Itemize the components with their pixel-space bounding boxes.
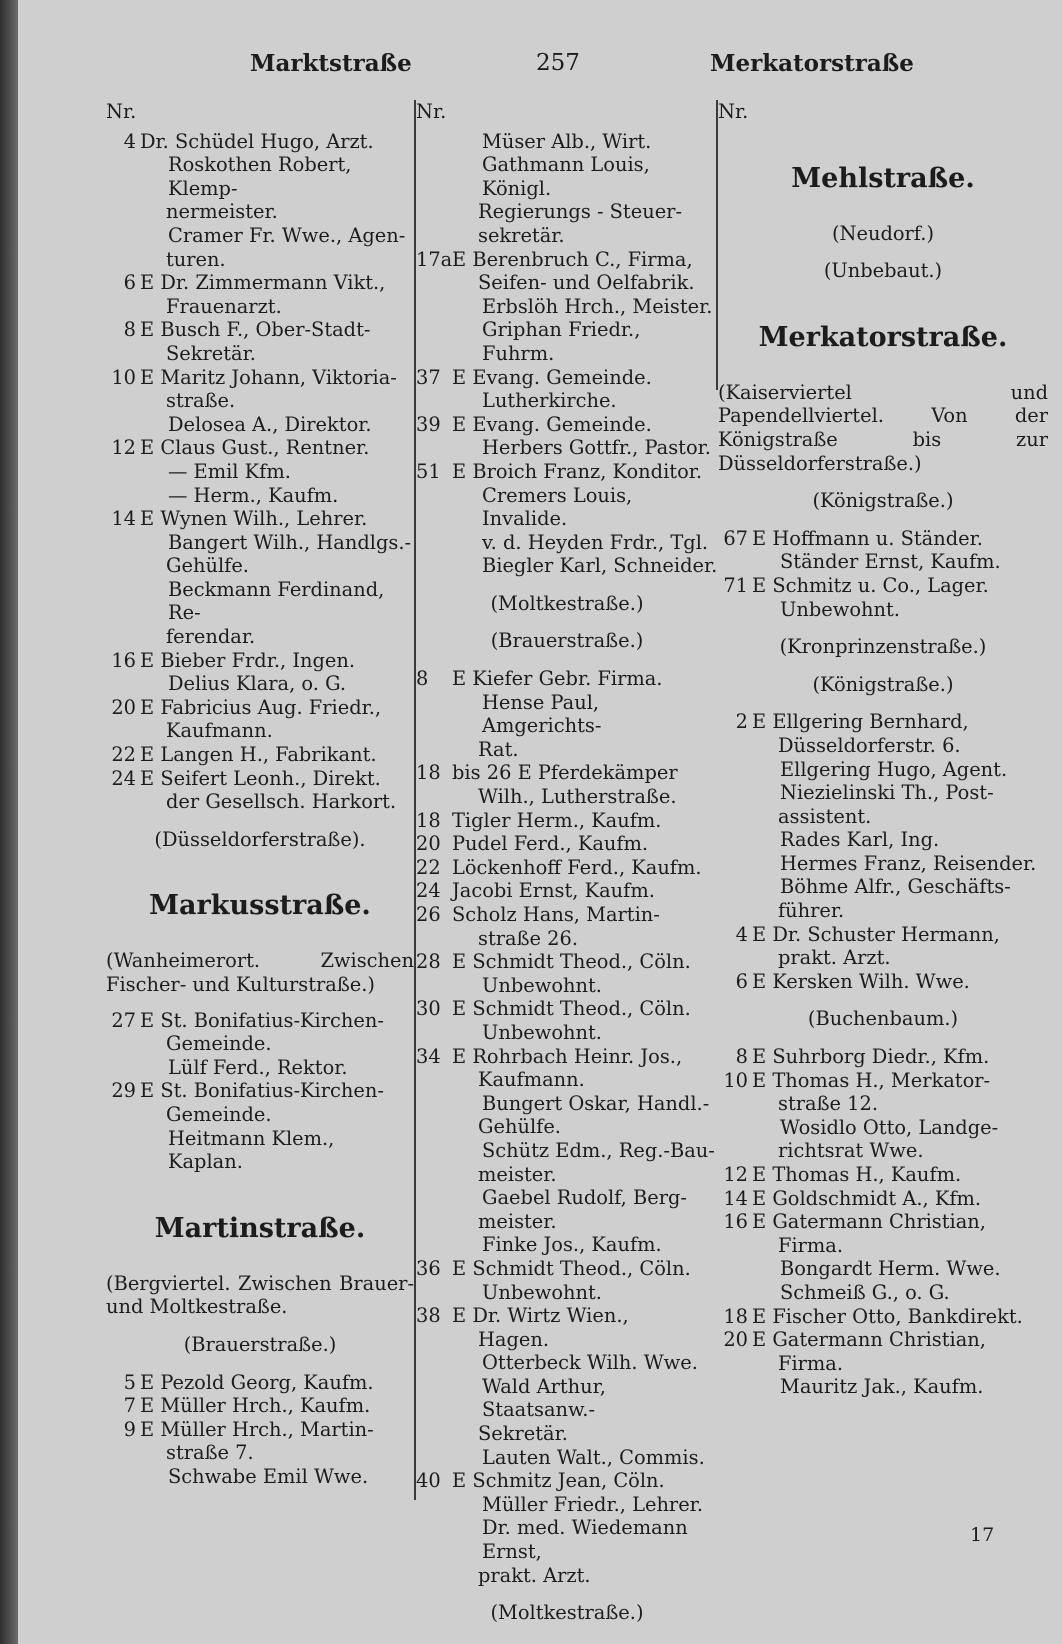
- entry-text: E Müller Hrch., Kaufm.: [140, 1394, 371, 1418]
- continuation-line: Sekretär.: [166, 341, 256, 365]
- street-heading: Merkatorstraße.: [758, 321, 1008, 353]
- cross-street-note: (Königstraße.): [812, 672, 954, 696]
- house-number: 6: [123, 271, 136, 295]
- directory-entry: [718, 1069, 1048, 1093]
- resident-line: Schwabe Emil Wwe.: [168, 1464, 369, 1488]
- house-number: 22: [111, 743, 136, 767]
- resident-line: Ständer Ernst, Kaufm.: [780, 550, 1001, 574]
- continuation-line: Regierungs - Steuer-: [478, 200, 682, 224]
- entry-text: E Gatermann Christian,: [752, 1210, 986, 1234]
- entry-text: Pudel Ferd., Kaufm.: [452, 832, 649, 856]
- directory-entry: [718, 1187, 1048, 1211]
- house-number: 18: [723, 1304, 748, 1328]
- resident-line: Lauten Walt., Commis.: [482, 1445, 705, 1469]
- resident-line: Cramer Fr. Wwe., Agen-: [168, 223, 406, 247]
- resident-line: Wosidlo Otto, Landge-: [780, 1115, 999, 1139]
- resident-line: Niezielinski Th., Post-: [780, 781, 994, 805]
- entry-text: E Busch F., Ober-Stadt-: [140, 318, 371, 342]
- entry-text: E Dr. Zimmermann Vikt.,: [140, 271, 386, 295]
- resident-line: Lutherkirche.: [482, 389, 617, 413]
- entry-text: bis 26 E Pferdekämper: [452, 761, 678, 785]
- continuation-line: straße 12.: [778, 1092, 879, 1116]
- continuation-line: Sekretär.: [478, 1422, 568, 1446]
- resident-line: Herbers Gottfr., Pastor.: [482, 436, 711, 460]
- resident-line: Cremers Louis, Invalide.: [482, 483, 633, 531]
- entry-text: E Claus Gust., Rentner.: [140, 436, 370, 460]
- house-number: 12: [111, 436, 136, 460]
- entry-text: E Wynen Wilh., Lehrer.: [140, 507, 368, 531]
- page-number: 257: [536, 50, 580, 76]
- entry-text: E St. Bonifatius-Kirchen-: [140, 1079, 384, 1103]
- house-number: 10: [723, 1068, 748, 1092]
- house-number: 12: [723, 1163, 748, 1186]
- cross-street-note: (Königstraße.): [812, 489, 954, 513]
- entry-text: E Evang. Gemeinde.: [452, 365, 652, 389]
- directory-entry: [106, 130, 414, 154]
- nr-label: Nr.: [416, 100, 447, 123]
- continuation-line: Gemeinde.: [166, 1032, 272, 1056]
- entry-text: E St. Bonifatius-Kirchen-: [140, 1008, 384, 1032]
- continuation-line: assistent.: [778, 804, 872, 828]
- directory-entry: [416, 903, 718, 927]
- entry-text: E Seifert Leonh., Direkt.: [140, 766, 381, 790]
- resident-line: Finke Jos., Kaufm.: [482, 1233, 662, 1257]
- entry-text: E Schmidt Theod., Cöln.: [452, 950, 691, 974]
- directory-entry: [416, 1304, 718, 1328]
- directory-entry: [416, 950, 718, 974]
- continuation-line: meister.: [478, 1209, 557, 1233]
- house-number: 20: [723, 1328, 748, 1352]
- nr-label: Nr.: [106, 100, 137, 123]
- entry-text: E Dr. Schuster Hermann,: [752, 922, 1000, 946]
- house-number: 8: [416, 667, 429, 691]
- directory-entry: [416, 809, 718, 833]
- resident-line: Dr. med. Wiedemann Ernst,: [482, 1516, 688, 1564]
- cross-street-note: (Buchenbaum.): [807, 1007, 959, 1031]
- resident-line: Otterbeck Wilh. Wwe.: [482, 1351, 698, 1375]
- house-number: 5: [123, 1370, 136, 1394]
- entry-text: E Kiefer Gebr. Firma.: [452, 667, 663, 691]
- entry-text: E Hoffmann u. Ständer.: [752, 526, 983, 550]
- directory-entry: [416, 460, 718, 484]
- house-number: 8: [123, 318, 136, 342]
- house-number: 29: [111, 1079, 136, 1103]
- continuation-line: der Gesellsch. Harkort.: [166, 790, 397, 814]
- house-number: 18: [416, 761, 441, 785]
- directory-entry: [718, 710, 1048, 734]
- resident-line: Müller Friedr., Lehrer.: [482, 1492, 703, 1516]
- house-number: 18: [416, 808, 441, 832]
- directory-entry: [416, 761, 718, 785]
- continuation-line: Wilh., Lutherstraße.: [478, 785, 677, 809]
- resident-line: Gaebel Rudolf, Berg-: [482, 1186, 687, 1210]
- house-number: 16: [723, 1210, 748, 1234]
- column-2: [416, 100, 718, 1625]
- resident-line: Schütz Edm., Reg.-Bau-: [482, 1138, 715, 1162]
- continuation-line: Rat.: [478, 737, 519, 761]
- house-number: 51: [416, 459, 441, 483]
- resident-line: Mauritz Jak., Kaufm.: [780, 1375, 984, 1399]
- entry-text: Dr. Schüdel Hugo, Arzt.: [140, 129, 374, 153]
- house-number: 10: [111, 365, 136, 389]
- resident-line: Unbewohnt.: [780, 597, 900, 621]
- house-number: 14: [111, 507, 136, 531]
- continuation-line: Gehülfe.: [478, 1115, 561, 1139]
- directory-entry: [718, 1328, 1048, 1352]
- cross-street-note: (Kronprinzenstraße.): [779, 635, 987, 659]
- directory-entry: [718, 970, 1048, 994]
- house-number: 20: [111, 695, 136, 719]
- continuation-line: Kaufmann.: [478, 1068, 585, 1092]
- directory-entry: [106, 1079, 414, 1103]
- entry-text: Löckenhoff Ferd., Kaufm.: [452, 855, 702, 879]
- directory-entry: [106, 743, 414, 767]
- resident-line: Böhme Alfr., Geschäfts-: [780, 875, 1011, 899]
- resident-line: Hermes Franz, Reisender.: [780, 851, 1037, 875]
- resident-line: Bangert Wilh., Handlgs.-: [168, 530, 412, 554]
- directory-entry: [718, 527, 1048, 551]
- cross-street-note: (Moltkestraße.): [490, 1601, 644, 1625]
- entry-text: E Thomas H., Merkator-: [752, 1068, 991, 1092]
- directory-entry: [106, 318, 414, 342]
- entry-text: Tigler Herm., Kaufm.: [452, 808, 662, 832]
- house-number: 40: [416, 1469, 441, 1493]
- street-heading: Martinstraße.: [154, 1212, 366, 1244]
- entry-text: E Evang. Gemeinde.: [452, 412, 652, 436]
- entry-text: E Schmitz Jean, Cöln.: [452, 1469, 665, 1493]
- house-number: 34: [416, 1044, 441, 1068]
- directory-entry: [416, 413, 718, 437]
- house-number: 37: [416, 365, 441, 389]
- entry-text: E Fabricius Aug. Friedr.,: [140, 695, 382, 719]
- street-description: (Bergviertel. Zwischen Brauer- und Moltkestraße.: [106, 1271, 414, 1319]
- entry-text: E Suhrborg Diedr., Kfm.: [752, 1045, 990, 1069]
- entry-text: E Fischer Otto, Bankdirekt.: [752, 1304, 1023, 1328]
- resident-line: Rades Karl, Ing.: [780, 828, 940, 852]
- entry-text: E Gatermann Christian,: [752, 1328, 986, 1352]
- entry-text: E Bieber Frdr., Ingen.: [140, 648, 356, 672]
- continuation-line: Hagen.: [478, 1327, 550, 1351]
- cross-street-note: (Unbebaut.): [823, 259, 943, 283]
- continuation-line: Frauenarzt.: [166, 294, 282, 318]
- house-number: 8: [735, 1045, 748, 1069]
- signature-mark: 17: [970, 1524, 995, 1546]
- resident-line: Delius Klara, o. G.: [168, 672, 347, 696]
- resident-line: v. d. Heyden Frdr., Tgl.: [482, 530, 709, 554]
- resident-line: Beckmann Ferdinand, Re-: [168, 577, 385, 625]
- continuation-line: turen.: [166, 247, 226, 271]
- resident-line: Bongardt Herm. Wwe.: [780, 1257, 1001, 1281]
- directory-entry: [106, 366, 414, 390]
- street-heading: Markusstraße.: [149, 890, 371, 922]
- continuation-line: führer.: [778, 899, 845, 923]
- directory-entry: [106, 1009, 414, 1033]
- entry-text: E Schmitz u. Co., Lager.: [752, 573, 989, 597]
- house-number: 14: [723, 1186, 748, 1210]
- directory-entry: [416, 856, 718, 880]
- house-number: 7: [123, 1394, 136, 1418]
- directory-entry: [106, 1418, 414, 1442]
- resident-line: Müser Alb., Wirt.: [482, 129, 652, 153]
- house-number: 38: [416, 1304, 441, 1328]
- resident-line: Unbewohnt.: [482, 1020, 602, 1044]
- continuation-line: Gemeinde.: [166, 1102, 272, 1126]
- resident-line: Schmeiß G., o. G.: [780, 1280, 950, 1304]
- header-right-street: Merkatorstraße: [710, 50, 914, 77]
- house-number: 20: [416, 832, 441, 856]
- entry-text: E Ellgering Bernhard,: [752, 710, 969, 734]
- entry-text: E Maritz Johann, Viktoria-: [140, 365, 397, 389]
- continuation-line: straße 7.: [166, 1441, 254, 1465]
- directory-entry: [416, 1469, 718, 1493]
- house-number: 67: [723, 526, 748, 550]
- continuation-line: Seifen- und Oelfabrik.: [478, 271, 695, 295]
- entry-text: E Schmidt Theod., Cöln.: [452, 997, 691, 1021]
- house-number: 30: [416, 997, 441, 1021]
- directory-entry: [106, 507, 414, 531]
- continuation-line: sekretär.: [478, 223, 565, 247]
- continuation-line: ferendar.: [166, 625, 256, 649]
- directory-entry: [106, 271, 414, 295]
- directory-entry: [106, 696, 414, 720]
- resident-line: Hense Paul, Amgerichts-: [482, 690, 602, 738]
- directory-entry: [106, 767, 414, 791]
- house-number: 6: [735, 969, 748, 993]
- running-header: [18, 50, 1062, 90]
- resident-line: Heitmann Klem., Kaplan.: [168, 1126, 335, 1174]
- cross-street-note: (Moltkestraße.): [490, 591, 644, 615]
- house-number: 71: [723, 573, 748, 597]
- cross-street-note: (Düsseldorferstraße).: [154, 827, 366, 851]
- entry-text: E Müller Hrch., Martin-: [140, 1417, 374, 1441]
- resident-line: Delosea A., Direktor.: [168, 412, 372, 436]
- header-left-street: Marktstraße: [250, 50, 412, 77]
- entry-text: E Berenbruch C., Firma,: [452, 247, 693, 271]
- entry-text: E Broich Franz, Konditor.: [452, 459, 703, 483]
- page: [18, 0, 1062, 1644]
- entry-text: E Kersken Wilh. Wwe.: [752, 969, 970, 993]
- entry-text: Scholz Hans, Martin-: [452, 903, 660, 926]
- nr-label: Nr.: [718, 100, 749, 123]
- column-1: [106, 100, 414, 1560]
- cross-street-note: (Neudorf.): [831, 221, 935, 245]
- resident-line: — Emil Kfm.: [168, 459, 291, 483]
- resident-line: Unbewohnt.: [482, 1280, 602, 1304]
- directory-entry: [416, 997, 718, 1021]
- entry-text: E Goldschmidt A., Kfm.: [752, 1186, 982, 1210]
- resident-line: Lülf Ferd., Rektor.: [168, 1055, 348, 1079]
- directory-entry: [718, 1163, 1048, 1187]
- entry-text: E Langen H., Fabrikant.: [140, 743, 377, 767]
- house-number: 4: [735, 922, 748, 946]
- directory-entry: [416, 248, 718, 272]
- entry-text: E Thomas H., Kaufm.: [752, 1163, 962, 1186]
- directory-entry: [718, 923, 1048, 947]
- resident-line: Biegler Karl, Schneider.: [482, 554, 718, 578]
- resident-line: Wald Arthur, Staatsanw.-: [482, 1374, 606, 1422]
- house-number: 36: [416, 1256, 441, 1280]
- continuation-line: straße 26.: [478, 926, 579, 950]
- directory-entry: [416, 1045, 718, 1069]
- directory-entry: [416, 667, 718, 691]
- house-number: 27: [111, 1008, 136, 1032]
- house-number: 22: [416, 855, 441, 879]
- continuation-line: Firma.: [778, 1351, 844, 1375]
- house-number: 4: [123, 129, 136, 153]
- house-number: 24: [416, 879, 441, 903]
- continuation-line: prakt. Arzt.: [478, 1563, 591, 1587]
- continuation-line: prakt. Arzt.: [778, 946, 891, 970]
- resident-line: Gathmann Louis, Königl.: [482, 153, 650, 200]
- resident-line: Unbewohnt.: [482, 973, 602, 997]
- entry-text: E Schmidt Theod., Cöln.: [452, 1256, 691, 1280]
- house-number: 17a: [416, 247, 453, 271]
- house-number: 9: [123, 1417, 136, 1441]
- directory-entry: [416, 832, 718, 856]
- continuation-line: nermeister.: [166, 200, 278, 224]
- directory-entry: [416, 879, 718, 903]
- directory-entry: [718, 1045, 1048, 1069]
- house-number: 2: [735, 710, 748, 734]
- continuation-line: Gehülfe.: [166, 554, 249, 578]
- continuation-line: meister.: [478, 1162, 557, 1186]
- directory-entry: [106, 436, 414, 460]
- directory-entry: [416, 1257, 718, 1281]
- house-number: 39: [416, 412, 441, 436]
- directory-entry: [718, 574, 1048, 598]
- directory-entry: [106, 649, 414, 673]
- resident-line: Ellgering Hugo, Agent.: [780, 757, 1008, 781]
- street-description: (Kaiserviertel und Papendellviertel. Von der Königstraße bis zur Düsseldorferstraße.): [718, 380, 1048, 475]
- continuation-line: straße.: [166, 389, 236, 413]
- directory-entry: [416, 366, 718, 390]
- directory-entry: [106, 1394, 414, 1418]
- house-number: 24: [111, 766, 136, 790]
- continuation-line: Firma.: [778, 1233, 844, 1257]
- house-number: 16: [111, 648, 136, 672]
- cross-street-note: (Brauerstraße.): [490, 629, 644, 653]
- continuation-line: richtsrat Wwe.: [778, 1139, 924, 1163]
- street-description: (Wanheimerort. Zwischen Fischer- und Kulturstraße.): [106, 949, 414, 996]
- resident-line: Bungert Oskar, Handl.-: [482, 1091, 710, 1115]
- directory-entry: [718, 1210, 1048, 1234]
- directory-entry: [106, 1371, 414, 1395]
- entry-text: E Rohrbach Heinr. Jos.,: [452, 1044, 683, 1068]
- column-3: [718, 100, 1048, 1560]
- entry-text: E Dr. Wirtz Wien.,: [452, 1304, 629, 1328]
- resident-line: Griphan Friedr., Fuhrm.: [482, 318, 641, 365]
- street-heading: Mehlstraße.: [791, 162, 975, 194]
- resident-line: Roskothen Robert, Klemp-: [168, 153, 352, 200]
- resident-line: — Herm., Kaufm.: [168, 483, 339, 507]
- entry-text: Jacobi Ernst, Kaufm.: [452, 879, 655, 903]
- house-number: 26: [416, 903, 441, 926]
- resident-line: Erbslöh Hrch., Meister.: [482, 294, 713, 318]
- entry-text: E Pezold Georg, Kaufm.: [140, 1370, 374, 1394]
- continuation-line: Düsseldorferstr. 6.: [778, 733, 961, 757]
- continuation-line: Kaufmann.: [166, 719, 273, 743]
- directory-entry: [718, 1305, 1048, 1329]
- cross-street-note: (Brauerstraße.): [183, 1332, 337, 1356]
- house-number: 28: [416, 950, 441, 974]
